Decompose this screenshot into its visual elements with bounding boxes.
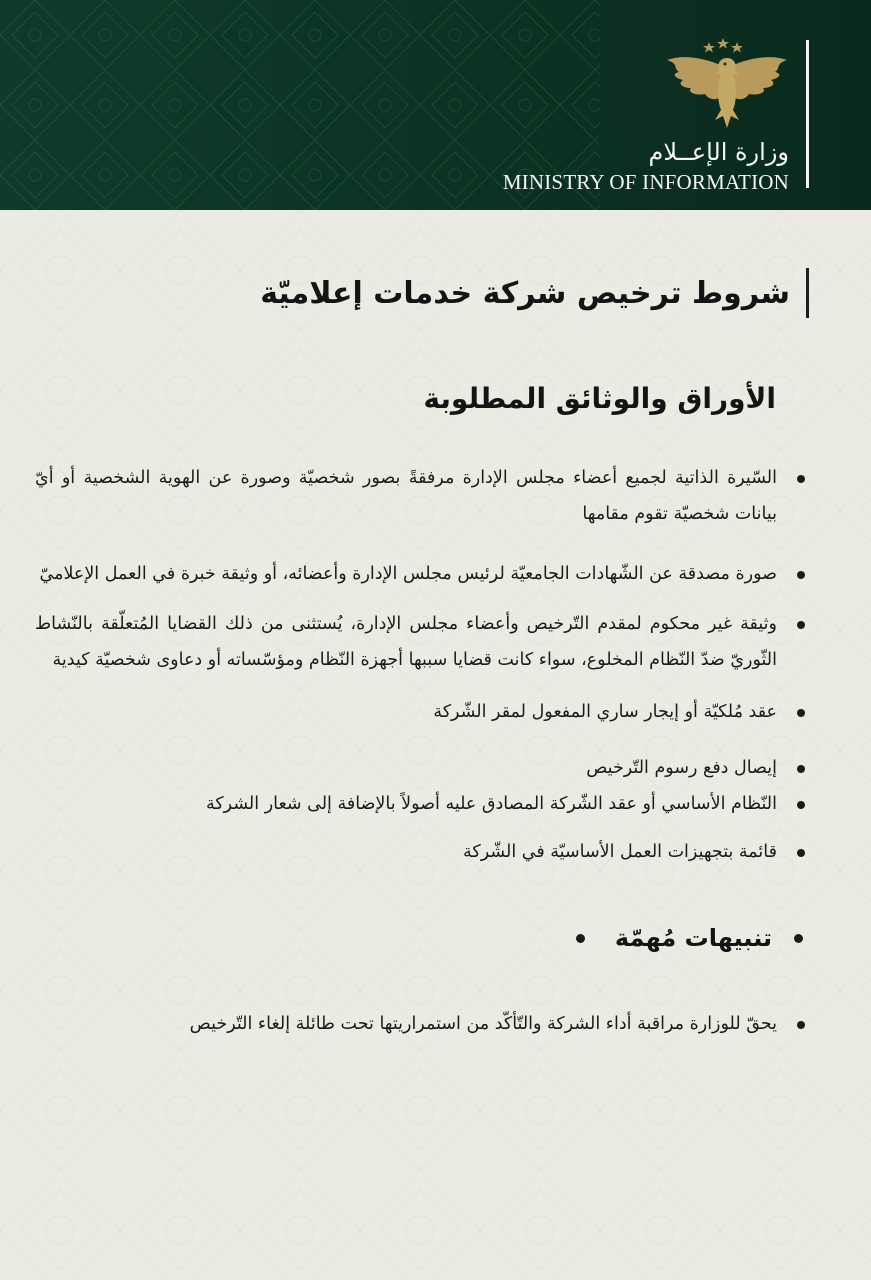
bullet-icon bbox=[794, 934, 803, 943]
page-title-block bbox=[260, 268, 809, 318]
list-item bbox=[35, 834, 795, 870]
notes-heading: تنبيهات مُهمّة bbox=[614, 924, 772, 952]
bullet-icon bbox=[797, 1021, 805, 1029]
bullet-icon bbox=[797, 621, 805, 629]
list-item-text: قائمة بتجهيزات العمل الأساسيّة في الشّركة bbox=[463, 842, 777, 862]
ministry-name-english: MINISTRY OF INFORMATION bbox=[502, 170, 789, 194]
list-item bbox=[35, 750, 795, 786]
list-item bbox=[35, 460, 795, 532]
bullet-icon bbox=[797, 475, 805, 483]
list-item bbox=[35, 694, 795, 730]
list-item-text: يحقّ للوزارة مراقبة أداء الشركة والتّأكّد من استمراريتها تحت طائلة إلغاء التّرخيص bbox=[189, 1014, 777, 1034]
bullet-icon bbox=[797, 571, 805, 579]
list-item-text: وثيقة غير محكوم لمقدم التّرخيص وأعضاء مجلس الإدارة، يُستثنى من ذلك القضايا المُتعلّقة بالنّشاط الثّوريّ ضدّ النّظام المخلوع، سواء كانت قضايا سببها أجهزة النّظام ومؤسّساته أو دعاوى شخصيّة كيدية bbox=[35, 614, 777, 670]
bullet-icon bbox=[576, 934, 585, 943]
ministry-name-arabic: وزارة الإعــلام bbox=[648, 138, 789, 166]
header-divider bbox=[806, 40, 809, 188]
notes-list bbox=[35, 1006, 795, 1042]
list-item bbox=[35, 786, 795, 822]
title-accent-bar bbox=[806, 268, 809, 318]
bullet-icon bbox=[797, 801, 805, 809]
documents-heading: الأوراق والوثائق المطلوبة bbox=[423, 382, 776, 415]
list-item bbox=[35, 1006, 795, 1042]
golden-eagle-emblem-icon bbox=[665, 38, 789, 130]
bullet-icon bbox=[797, 765, 805, 773]
bullet-icon bbox=[797, 709, 805, 717]
list-item-text: صورة مصدقة عن الشّهادات الجامعيّة لرئيس مجلس الإدارة وأعضائه، أو وثيقة خبرة في العمل الإعلاميّ bbox=[39, 564, 777, 584]
header-banner bbox=[0, 0, 871, 210]
notes-heading-block bbox=[576, 924, 803, 952]
page-title: شروط ترخيص شركة خدمات إعلاميّة bbox=[260, 275, 790, 311]
list-item-text: النّظام الأساسي أو عقد الشّركة المصادق عليه أصولاً بالإضافة إلى شعار الشركة bbox=[205, 794, 777, 814]
ministry-brand bbox=[489, 38, 789, 198]
list-item bbox=[35, 556, 795, 592]
list-item-text: إيصال دفع رسوم التّرخيص bbox=[586, 758, 777, 778]
list-item-text: السّيرة الذاتية لجميع أعضاء مجلس الإدارة مرفقةً بصور شخصيّة وصورة عن الهوية الشخصية أو أيّ بيانات شخصيّة تقوم مقامها bbox=[35, 468, 777, 524]
documents-list bbox=[35, 460, 795, 870]
bullet-icon bbox=[797, 849, 805, 857]
list-item-text: عقد مُلكيّة أو إيجار ساري المفعول لمقر الشّركة bbox=[433, 702, 777, 722]
list-item bbox=[35, 606, 795, 678]
